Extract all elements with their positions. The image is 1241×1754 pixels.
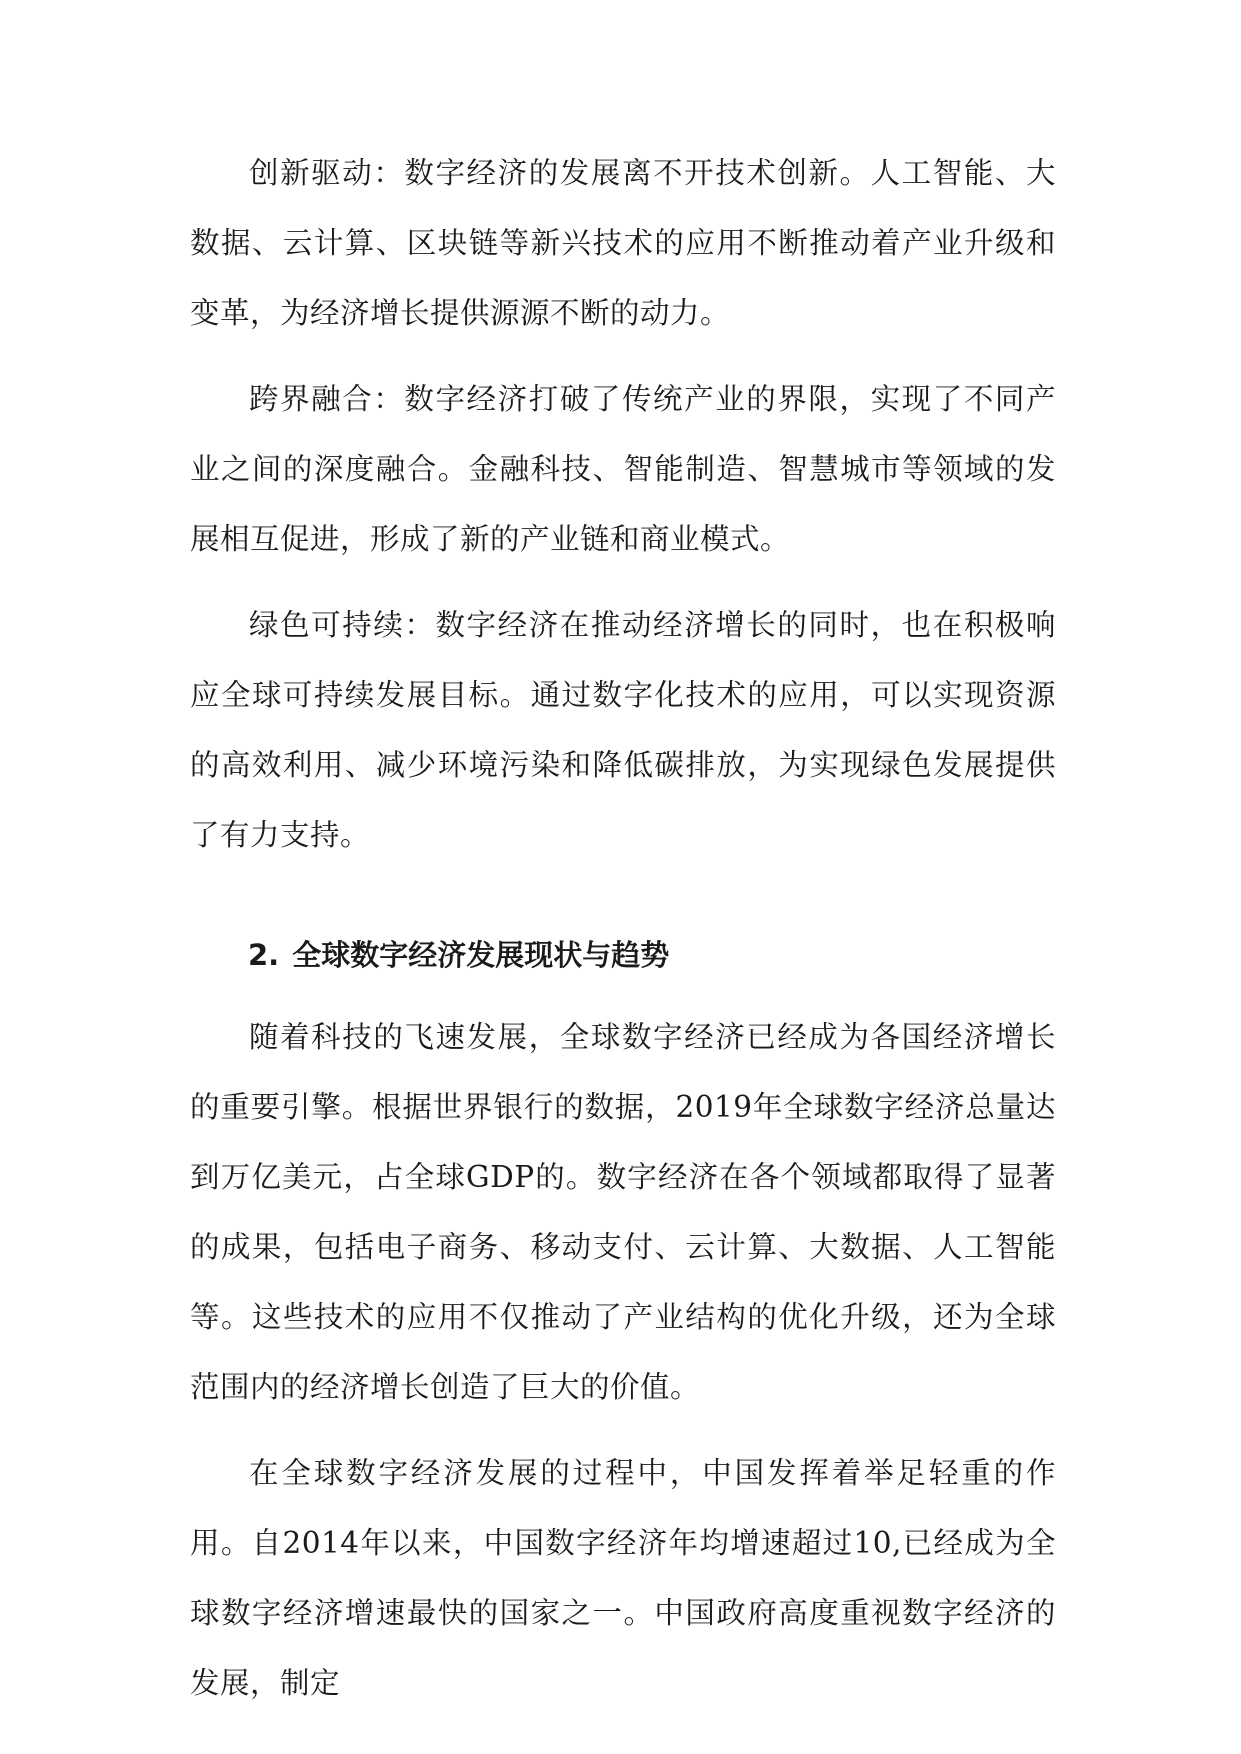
section-title: 全球数字经济发展现状与趋势 [292,938,670,972]
document-body [190,138,1056,1734]
section-number: 2. [248,938,280,972]
paragraph-innovation-driven: 创新驱动：数字经济的发展离不开技术创新。人工智能、大数据、云计算、区块链等新兴技术的应用不断推动着产业升级和变革，为经济增长提供源源不断的动力。 [190,156,1056,330]
paragraph-cross-border-integration: 跨界融合：数字经济打破了传统产业的界限，实现了不同产业之间的深度融合。金融科技、智能制造、智慧城市等领域的发展相互促进，形成了新的产业链和商业模式。 [190,382,1056,556]
paragraph-global-status: 随着科技的飞速发展，全球数字经济已经成为各国经济增长的重要引擎。根据世界银行的数据，2019年全球数字经济总量达到万亿美元，占全球GDP的。数字经济在各个领域都取得了显著的成果，包括电子商务、移动支付、云计算、大数据、人工智能等。这些技术的应用不仅推动了产业结构的优化升级，还为全球范围内的经济增长创造了巨大的价值。 [190,1020,1056,1404]
section-heading [190,920,1056,990]
paragraph-green-sustainable: 绿色可持续：数字经济在推动经济增长的同时，也在积极响应全球可持续发展目标。通过数字化技术的应用，可以实现资源的高效利用、减少环境污染和降低碳排放，为实现绿色发展提供了有力支持。 [190,608,1056,852]
paragraph-china-role: 在全球数字经济发展的过程中，中国发挥着举足轻重的作用。自2014年以来，中国数字经济年均增速超过10,已经成为全球数字经济增速最快的国家之一。中国政府高度重视数字经济的发展，制定 [190,1456,1056,1700]
